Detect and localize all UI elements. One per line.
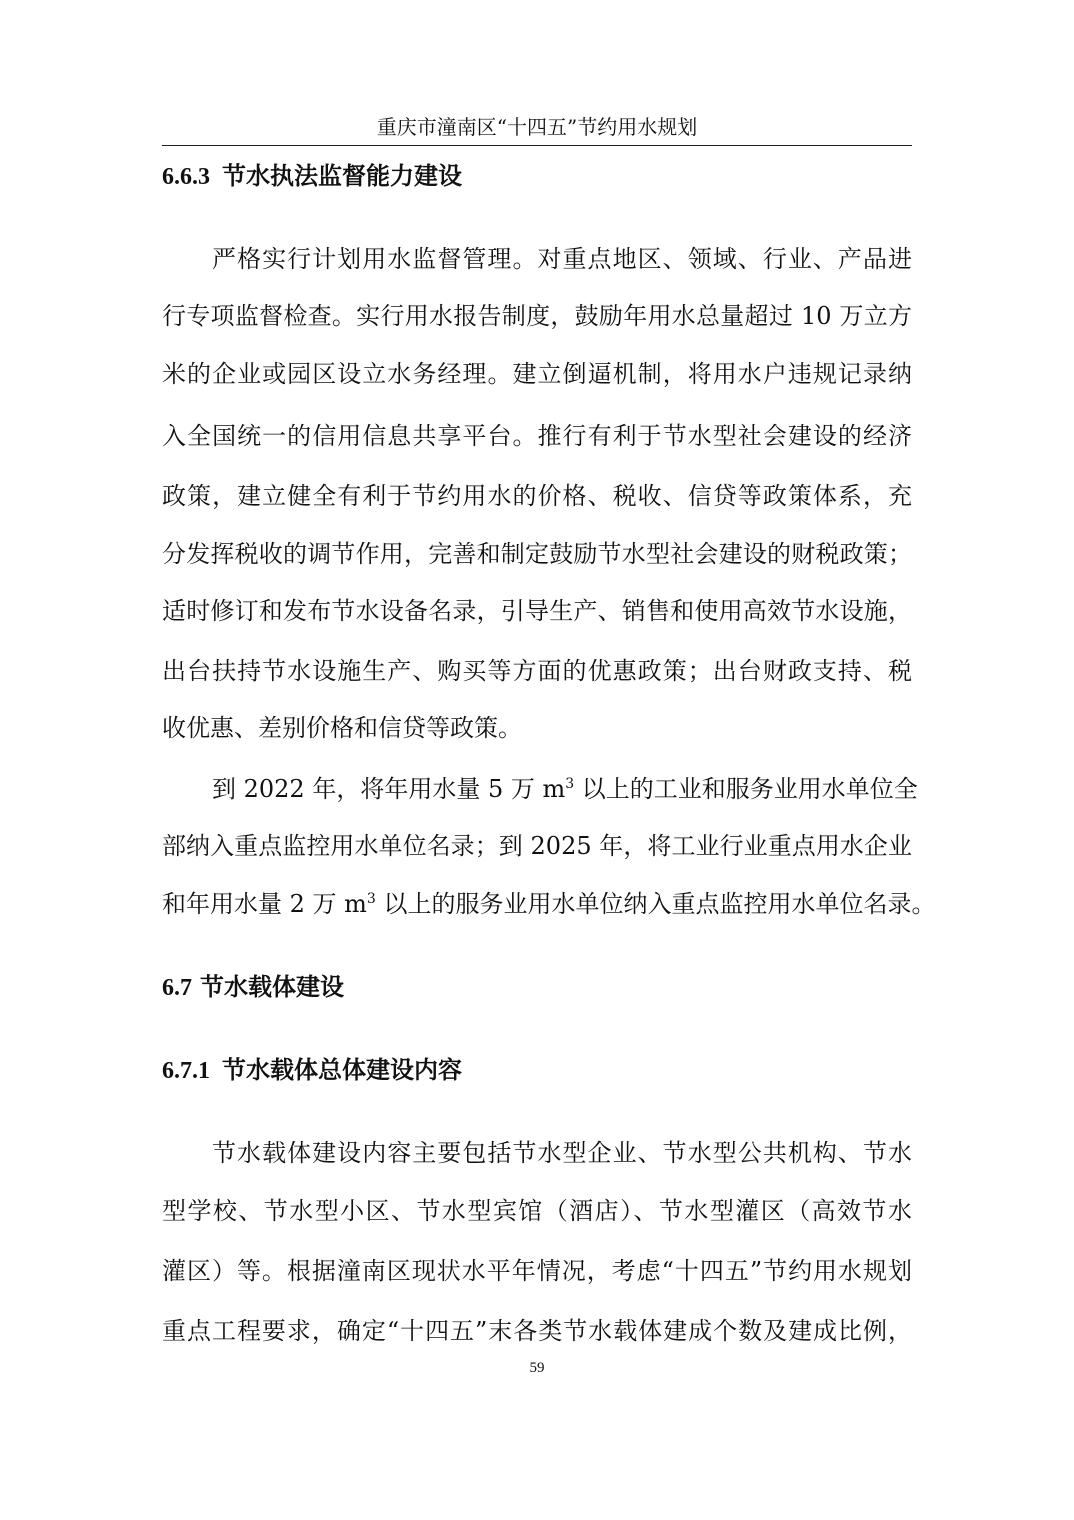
paragraph-line: 型学校、节水型小区、节水型宾馆（酒店）、节水型灌区（高效节水 bbox=[162, 1197, 912, 1225]
paragraph-line: 适时修订和发布节水设备名录，引导生产、销售和使用高效节水设施， bbox=[162, 597, 912, 625]
paragraph-line: 收优惠、差别价格和信贷等政策。 bbox=[162, 714, 522, 742]
text-run: 到 2022 年，将年用水量 5 万 m bbox=[212, 775, 566, 803]
text-run: 和年用水量 2 万 m bbox=[162, 890, 367, 918]
section-number: 6.7 bbox=[162, 975, 192, 1001]
section-title: 节水载体建设 bbox=[200, 972, 344, 1001]
superscript: 3 bbox=[565, 776, 575, 792]
paragraph-line: 节水载体建设内容主要包括节水型企业、节水型公共机构、节水 bbox=[212, 1139, 912, 1167]
paragraph-line bbox=[162, 887, 936, 921]
text-run: 以上的服务业用水单位纳入重点监控用水单位名录。 bbox=[375, 890, 936, 918]
paragraph-line: 政策，建立健全有利于节约用水的价格、税收、信贷等政策体系，充 bbox=[162, 482, 912, 510]
text-run: 以上的工业和服务业用水单位全 bbox=[574, 775, 918, 803]
paragraph-line bbox=[162, 772, 918, 806]
paragraph-line: 重点工程要求，确定“十四五”末各类节水载体建成个数及建成比例， bbox=[162, 1317, 912, 1345]
section-heading-6-6-3 bbox=[162, 159, 462, 194]
superscript: 3 bbox=[366, 891, 376, 907]
paragraph-line: 行专项监督检查。实行用水报告制度，鼓励年用水总量超过 10 万立方 bbox=[162, 302, 912, 330]
running-header: 重庆市潼南区“十四五”节约用水规划 bbox=[376, 115, 698, 139]
section-title: 节水载体总体建设内容 bbox=[222, 1055, 462, 1084]
header-rule bbox=[162, 145, 912, 146]
section-heading-6-7-1 bbox=[162, 1053, 462, 1088]
section-heading-6-7 bbox=[162, 970, 344, 1005]
paragraph-line: 分发挥税收的调节作用，完善和制定鼓励节水型社会建设的财税政策； bbox=[162, 540, 912, 568]
paragraph-line: 米的企业或园区设立水务经理。建立倒逼机制，将用水户违规记录纳 bbox=[162, 360, 912, 388]
paragraph-line: 灌区）等。根据潼南区现状水平年情况，考虑“十四五”节约用水规划 bbox=[162, 1257, 912, 1285]
section-number: 6.7.1 bbox=[162, 1058, 210, 1084]
paragraph-line: 出台扶持节水设施生产、购买等方面的优惠政策；出台财政支持、税 bbox=[162, 657, 912, 685]
section-number: 6.6.3 bbox=[162, 164, 210, 190]
paragraph-line: 部纳入重点监控用水单位名录；到 2025 年，将工业行业重点用水企业 bbox=[162, 832, 912, 860]
page-number: 59 bbox=[529, 1360, 545, 1376]
paragraph-line: 入全国统一的信用信息共享平台。推行有利于节水型社会建设的经济 bbox=[162, 422, 912, 450]
section-title: 节水执法监督能力建设 bbox=[222, 161, 462, 190]
paragraph-line: 严格实行计划用水监督管理。对重点地区、领域、行业、产品进 bbox=[212, 245, 912, 273]
